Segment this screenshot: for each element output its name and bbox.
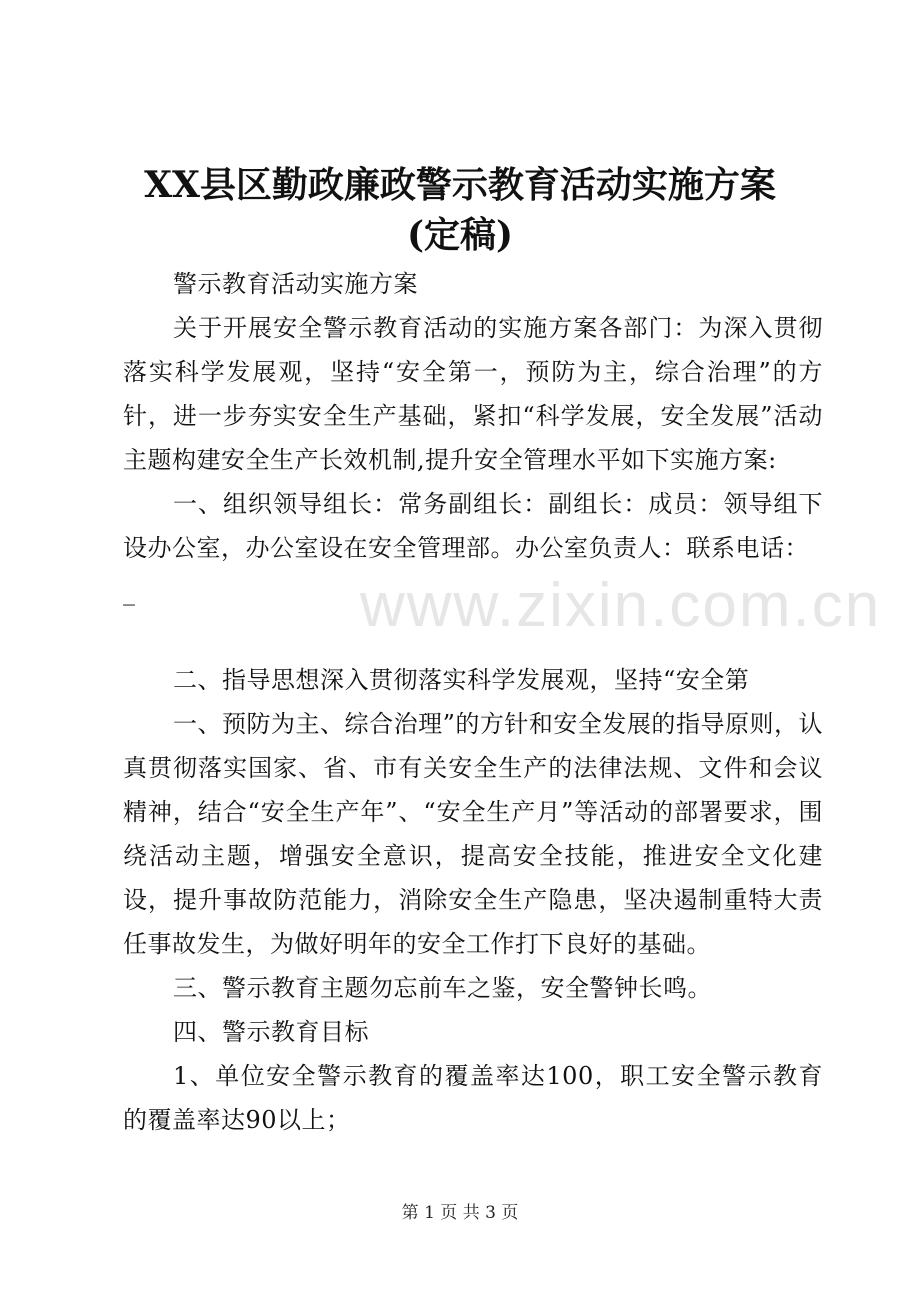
paragraph-principles: 一、预防为主、综合治理”的方针和安全发展的指导原则，认真贯彻落实国家、省、市有关安全生产的法律法规、文件和会议精神，结合“安全生产年”、“安全生产月”等活动的部署要求，围绕活动主题，增强安全意识，提高安全技能，推进安全文化建设，提升事故防范能力，消除安全生产隐患，坚决遏制重特大责任事故发生，为做好明年的安全工作打下良好的基础。 [123, 710, 823, 958]
document-body [123, 262, 823, 1142]
paragraph-organization: 一、组织领导组长：常务副组长：副组长：成员：领导组下设办公室，办公室设在安全管理部。办公室负责人：联系电话： [123, 490, 823, 562]
paragraph-guiding-ideology: 二、指导思想深入贯彻落实科学发展观，坚持“安全第 [173, 666, 750, 694]
watermark: www.zixin.com.cn [360, 571, 882, 640]
paragraph-gap [123, 614, 823, 658]
paragraph-blank-mark: _ [123, 578, 136, 606]
page-footer: 第 1 页 共 3 页 [401, 1203, 519, 1223]
paragraph-goals-heading: 四、警示教育目标 [173, 1018, 369, 1046]
paragraph-theme: 三、警示教育主题勿忘前车之鉴，安全警钟长鸣。 [173, 974, 712, 1002]
paragraph-intro: 关于开展安全警示教育活动的实施方案各部门：为深入贯彻落实科学发展观，坚持“安全第一，预防为主，综合治理”的方针，进一步夯实安全生产基础，紧扣“科学发展，安全发展”活动主题构建安全生产长效机制,提升安全管理水平如下实施方案: [123, 314, 823, 474]
document-subtitle: 警示教育活动实施方案 [173, 270, 418, 298]
paragraph-goal-1: 1、单位安全警示教育的覆盖率达100，职工安全警示教育的覆盖率达90以上； [123, 1062, 823, 1134]
document-title: XX县区勤政廉政警示教育活动实施方案(定稿) [144, 164, 776, 256]
